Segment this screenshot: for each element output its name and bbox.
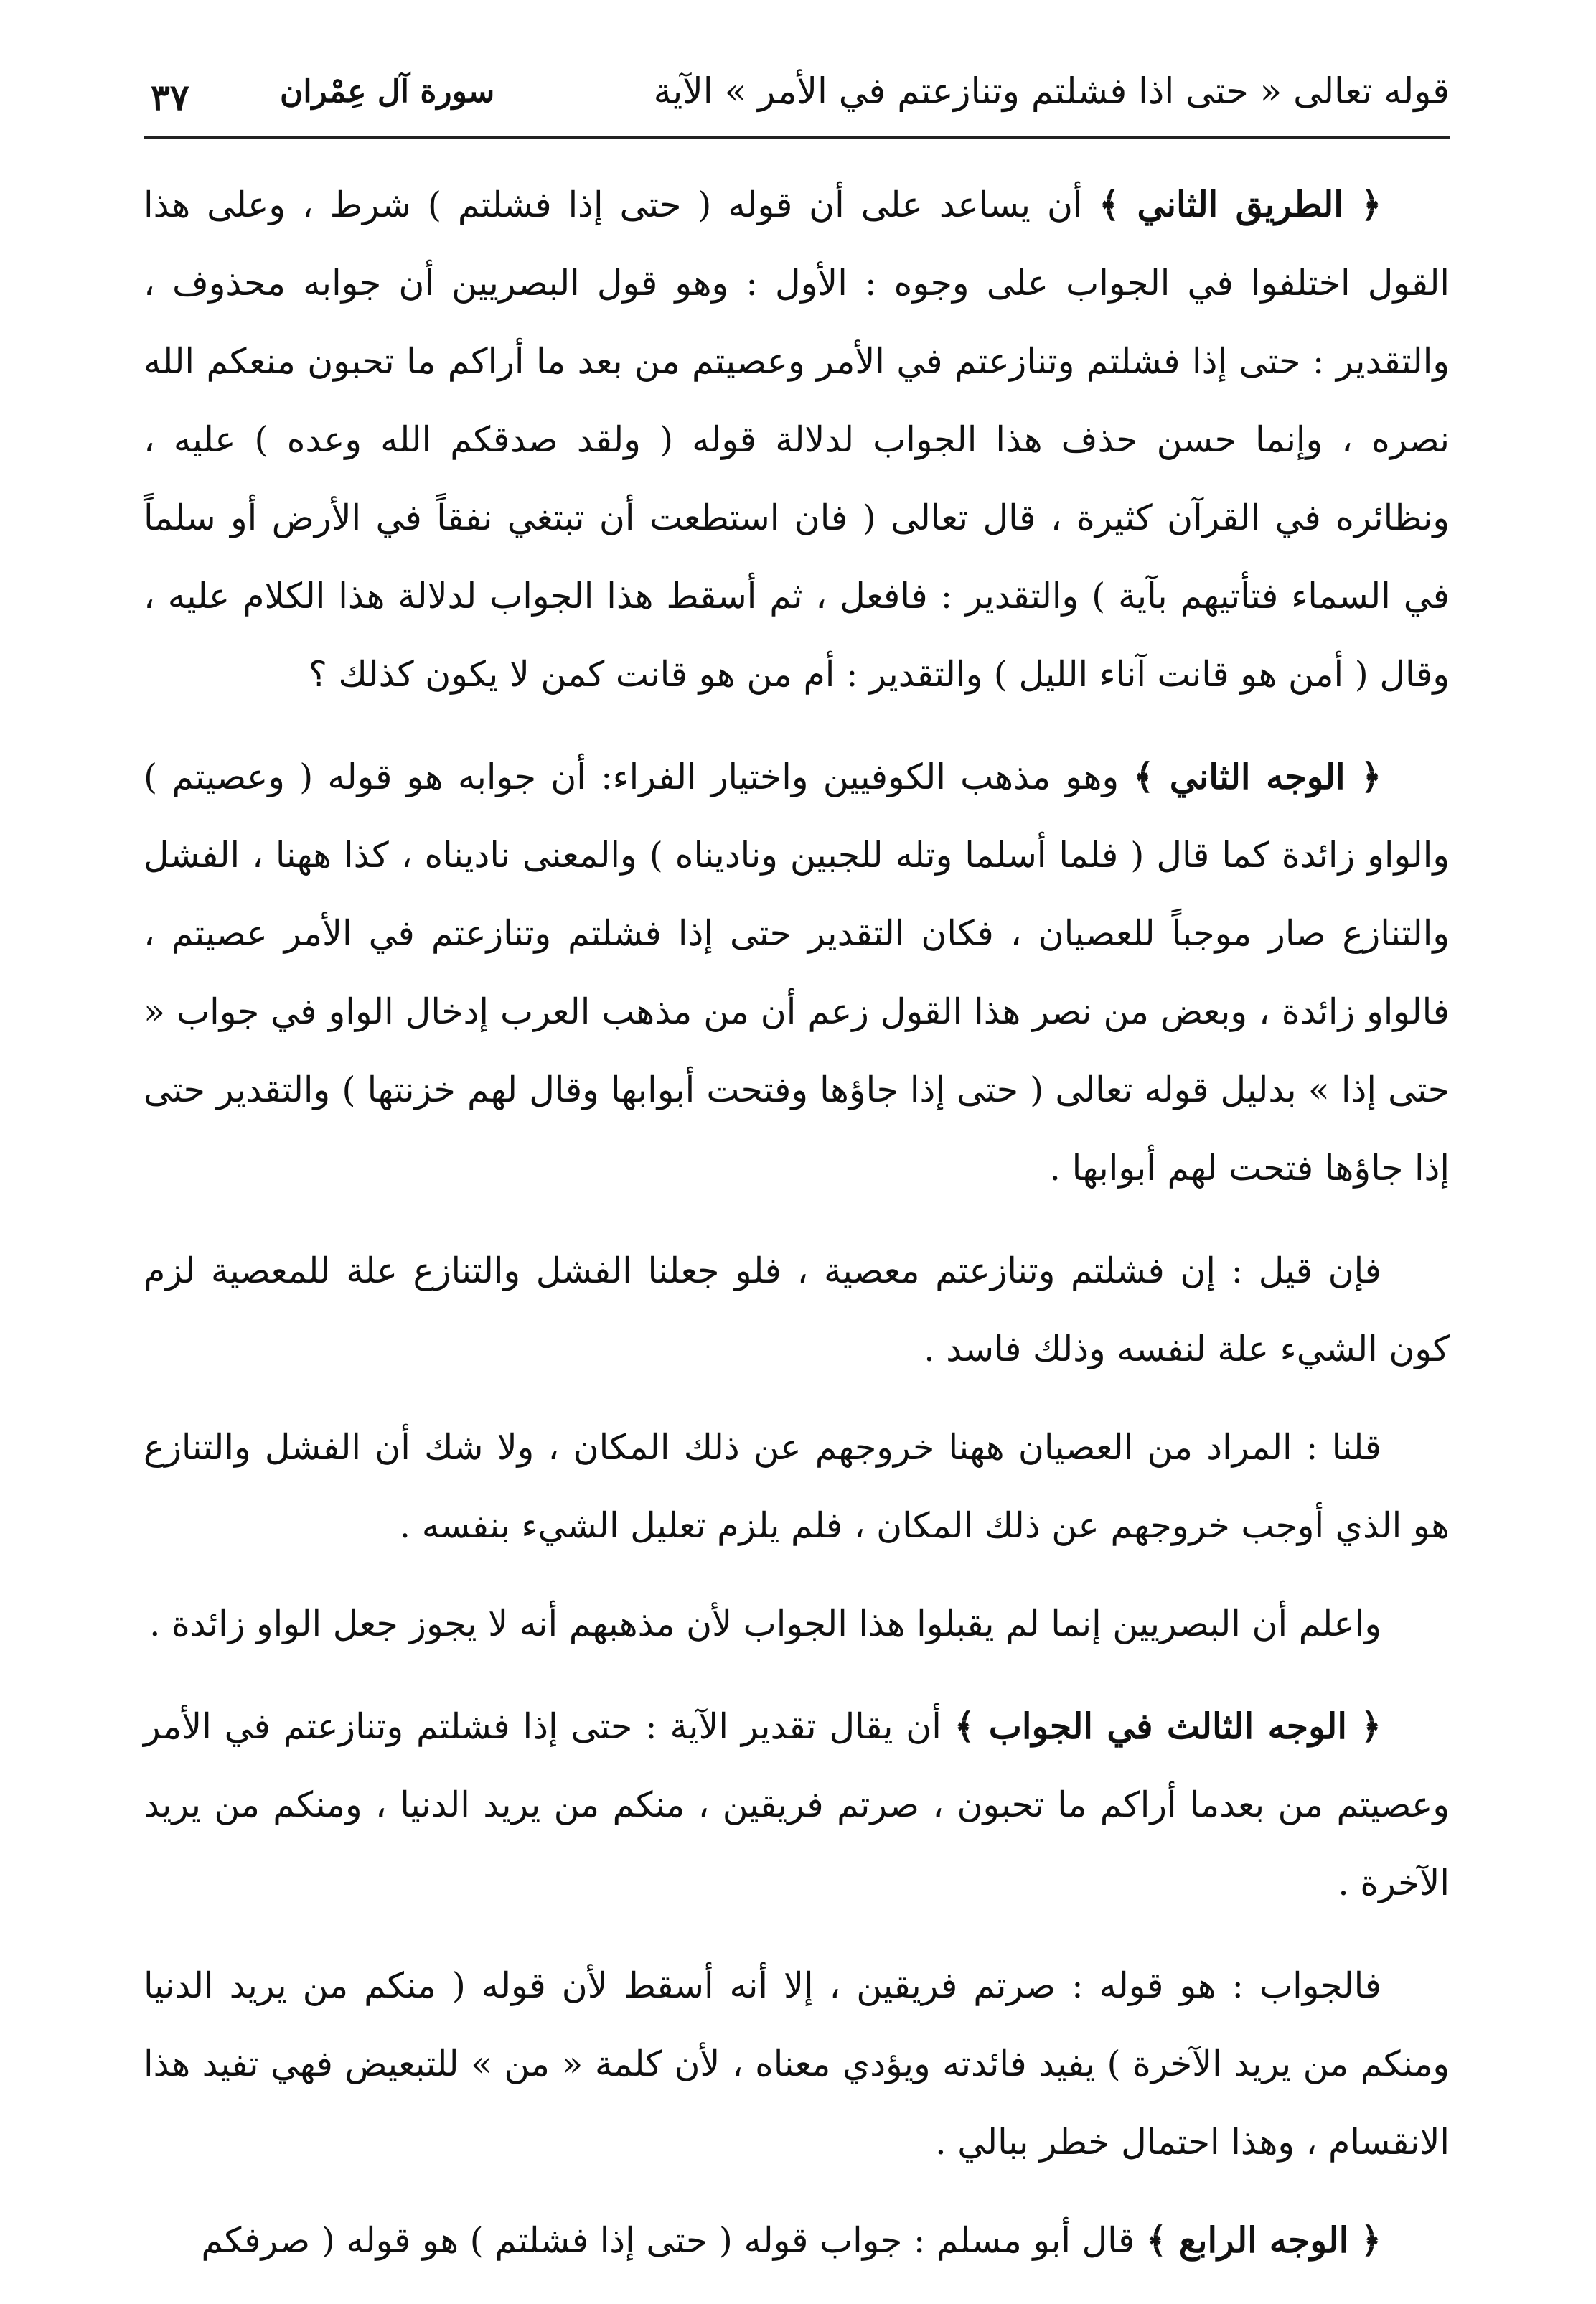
paragraph-reply: [144, 1408, 1450, 1565]
book-page: [144, 57, 1450, 2304]
paragraph-second-aspect: [144, 738, 1450, 1207]
paragraph-heading: ﴿ الوجه الثالث في الجواب ﴾: [954, 1705, 1381, 1747]
running-header: [144, 57, 1450, 139]
header-verse-text: قوله تعالى « حتى اذا فشلتم وتنازعتم في الأمر »: [713, 70, 1450, 112]
paragraph-text: أن يقال تقدير الآية : حتى إذا فشلتم وتنازعتم في الأمر وعصيتم من بعدما أراكم ما تحبون ، صرتم فريقين ، منكم من يريد الدنيا ، ومنكم من يريد الآخرة .: [144, 1706, 1450, 1903]
paragraph-second-path: [144, 166, 1450, 713]
header-aya-label: الآية: [653, 70, 713, 112]
paragraph-text: قلنا : المراد من العصيان ههنا خروجهم عن ذلك المكان ، ولا شك أن الفشل والتنازع هو الذي أوجب خروجهم عن ذلك المكان ، فلم يلزم تعليل الشيء بنفسه .: [144, 1427, 1450, 1546]
paragraph-fourth-aspect: [144, 2201, 1450, 2280]
paragraph-basrans-note: [144, 1585, 1450, 1663]
paragraph-text: فإن قيل : إن فشلتم وتنازعتم معصية ، فلو جعلنا الفشل والتنازع علة للمعصية لزم كون الشيء علة لنفسه وذلك فاسد .: [144, 1250, 1450, 1369]
paragraph-answer: [144, 1947, 1450, 2181]
paragraph-heading: ﴿ الطريق الثاني ﴾: [1099, 184, 1381, 225]
header-title: [654, 70, 1450, 112]
paragraph-text: قال أبو مسلم : جواب قوله ( حتى إذا فشلتم ) هو قوله ( صرفكم: [201, 2220, 1147, 2261]
page-body: [144, 166, 1450, 2280]
paragraph-text: أن يساعد على أن قوله ( حتى إذا فشلتم ) شرط ، وعلى هذا القول اختلفوا في الجواب على وجوه : الأول : وهو قول البصريين أن جوابه محذوف ، والتقدير : حتى إذا فشلتم وتنازعتم في الأمر وعصيتم من بعد ما أراكم ما تحبون منعكم الله نصره ، وإنما حسن حذف هذا الجواب لدلالة قوله ( ولقد صدقكم الله وعده ) عليه ، ونظائره في القرآن كثيرة ، قال تعالى ( فان استطعت أن تبتغي نفقاً في الأرض أو سلماً في السماء فتأتيهم بآية ) والتقدير : فافعل ، ثم أسقط هذا الجواب لدلالة هذا الكلام عليه ، وقال ( أمن هو قانت آناء الليل ) والتقدير : أم من هو قانت كمن لا يكون كذلك ؟: [144, 184, 1450, 695]
paragraph-text: فالجواب : هو قوله : صرتم فريقين ، إلا أنه أسقط لأن قوله ( منكم من يريد الدنيا ومنكم من يريد الآخرة ) يفيد فائدته ويؤدي معناه ، لأن كلمة « من » للتبعيض فهي تفيد هذا الانقسام ، وهذا احتمال خطر ببالي .: [144, 1965, 1450, 2163]
paragraph-heading: ﴿ الوجه الرابع ﴾: [1146, 2219, 1381, 2261]
paragraph-objection: [144, 1232, 1450, 1388]
paragraph-text: وهو مذهب الكوفيين واختيار الفراء: أن جوابه هو قوله ( وعصيتم ) والواو زائدة كما قال ( فلما أسلما وتله للجبين وناديناه ) والمعنى ناديناه ، كذا ههنا ، الفشل والتنازع صار موجباً للعصيان ، فكان التقدير حتى إذا فشلتم وتنازعتم في الأمر عصيتم ، فالواو زائدة ، وبعض من نصر هذا القول زعم أن من مذهب العرب إدخال الواو في جواب « حتى إذا » بدليل قوله تعالى ( حتى إذا جاؤها وفتحت أبوابها وقال لهم خزنتها ) والتقدير حتى إذا جاؤها فتحت لهم أبوابها .: [144, 757, 1450, 1189]
paragraph-third-aspect: [144, 1687, 1450, 1922]
paragraph-text: واعلم أن البصريين إنما لم يقبلوا هذا الجواب لأن مذهبهم أنه لا يجوز جعل الواو زائدة .: [149, 1603, 1381, 1644]
paragraph-heading: ﴿ الوجه الثاني ﴾: [1133, 756, 1381, 797]
header-surah-name: سورة آل عِمْران: [280, 73, 495, 110]
page-number: ٣٧: [151, 76, 189, 118]
